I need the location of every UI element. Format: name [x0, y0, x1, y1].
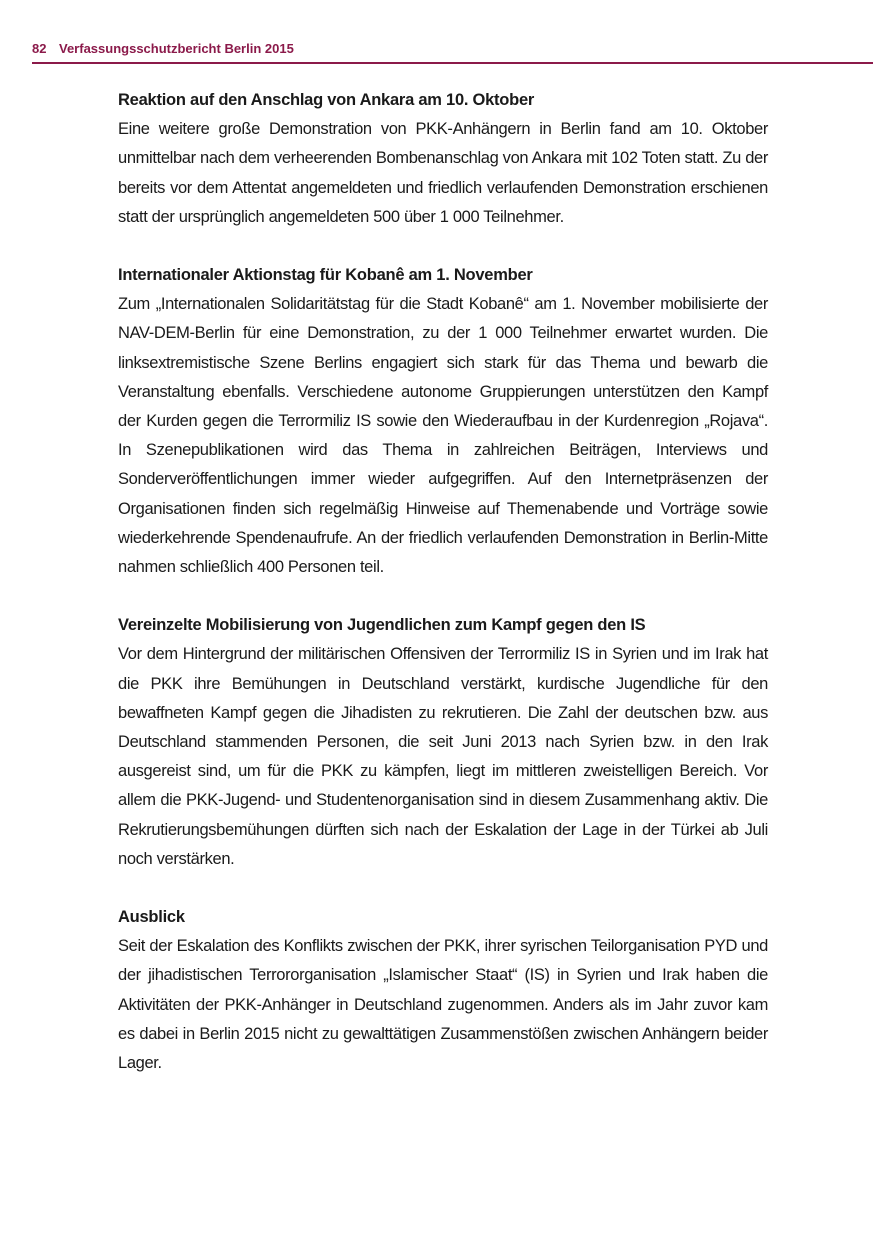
main-content — [118, 86, 768, 1107]
section-heading: Ausblick — [118, 908, 185, 927]
section-youth-mobilization — [118, 611, 768, 874]
section-paragraph: Vor dem Hintergrund der militärischen Offensiven der Terrormiliz IS in Syrien und im Irak hat die PKK ihre Bemühungen in Deutschland verstärkt, kurdische Jugendliche für den bewaffneten Kampf gegen die Jihadisten zu rekrutieren. Die Zahl der deutschen bzw. aus Deutschland stammenden Personen, die seit Juni 2013 nach Syrien bzw. in den Irak ausgereist sind, um für die PKK zu kämpfen, liegt im mittleren zweistelligen Bereich. Vor allem die PKK-Jugend- und Studentenorganisation sind in diesem Zusammenhang aktiv. Die Rekrutierungsbemühungen dürften sich nach der Eskalation der Lage in der Türkei ab Juli noch verstärken. — [118, 645, 768, 868]
running-header — [32, 40, 873, 64]
running-title: Verfassungsschutzbericht Berlin 2015 — [59, 41, 294, 56]
section-heading: Internationaler Aktionstag für Kobanê am 1. November — [118, 266, 533, 285]
page-number: 82 — [32, 41, 47, 56]
section-paragraph: Eine weitere große Demonstration von PKK-Anhängern in Berlin fand am 10. Oktober unmittelbar nach dem verheerenden Bombenanschlag von Ankara mit 102 Toten statt. Zu der bereits vor dem Attentat angemeldeten und friedlich verlaufenden Demonstration erschienen statt der ursprünglich angemeldeten 500 über 1 000 Teilnehmer. — [118, 120, 768, 226]
section-ankara-reaction — [118, 86, 768, 232]
section-heading: Reaktion auf den Anschlag von Ankara am 10. Oktober — [118, 91, 535, 109]
section-paragraph: Zum „Internationalen Solidaritätstag für die Stadt Kobanê“ am 1. November mobilisierte der NAV-DEM-Berlin für eine Demonstration, zu der 1 000 Teilnehmer erwartet wurden. Die linksextremistische Szene Berlins engagiert sich stark für das Thema und bewarb die Veranstaltung ebenfalls. Verschiedene autonome Gruppierungen unterstützen den Kampf der Kurden gegen die Terrormiliz IS sowie den Wiederaufbau in der Kurdenregion „Rojava“. In Szenepublikationen wird das Thema in zahlreichen Beiträgen, Interviews und Sonderveröffentlichungen immer wieder aufgegriffen. Auf den Internetpräsenzen der Organisationen finden sich regelmäßig Hinweise auf Themenabende und Vorträge sowie wiederkehrende Spendenaufrufe. An der friedlich verlaufenden Demonstration in Berlin-Mitte nahmen schließlich 400 Personen teil. — [118, 295, 768, 577]
section-outlook — [118, 903, 768, 1078]
section-kobane-action-day — [118, 261, 768, 582]
section-paragraph: Seit der Eskalation des Konflikts zwischen der PKK, ihrer syrischen Teilorganisation PYD und der jihadistischen Terrororganisation „Islamischer Staat“ (IS) in Syrien und Irak haben die Aktivitäten der PKK-Anhänger in Deutschland zugenommen. Anders als im Jahr zuvor kam es dabei in Berlin 2015 nicht zu gewalttätigen Zusammenstößen zwischen Anhängern beider Lager. — [118, 937, 768, 1073]
section-heading: Vereinzelte Mobilisierung von Jugendlichen zum Kampf gegen den IS — [118, 616, 646, 635]
